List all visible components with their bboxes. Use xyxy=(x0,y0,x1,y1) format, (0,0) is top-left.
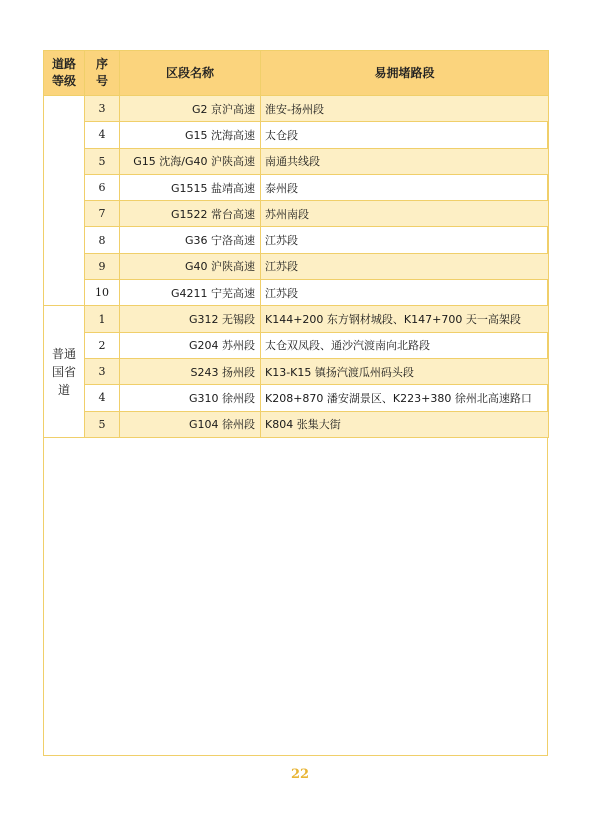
seq-cell: 5 xyxy=(85,148,120,174)
header-section: 区段名称 xyxy=(120,51,261,96)
section-name-cell: S243 扬州段 xyxy=(120,358,261,384)
table-row xyxy=(44,332,549,358)
table-row xyxy=(44,148,549,174)
table-row xyxy=(44,174,549,200)
section-name-cell: G15 沈海/G40 沪陕高速 xyxy=(120,148,261,174)
seq-cell: 6 xyxy=(85,174,120,200)
seq-cell: 2 xyxy=(85,332,120,358)
congested-road-cell: K804 张集大街 xyxy=(261,411,549,437)
table-row xyxy=(44,201,549,227)
section-name-cell: G4211 宁芜高速 xyxy=(120,280,261,306)
header-road: 易拥堵路段 xyxy=(261,51,549,96)
table-body xyxy=(44,96,549,438)
congested-road-cell: 江苏段 xyxy=(261,227,549,253)
section-name-cell: G40 沪陕高速 xyxy=(120,253,261,279)
seq-cell: 1 xyxy=(85,306,120,332)
section-name-cell: G204 苏州段 xyxy=(120,332,261,358)
section-name-cell: G312 无锡段 xyxy=(120,306,261,332)
table-row xyxy=(44,253,549,279)
seq-cell: 8 xyxy=(85,227,120,253)
header-grade: 道路等级 xyxy=(44,51,85,96)
table-row xyxy=(44,227,549,253)
congestion-table xyxy=(43,50,549,438)
table-row xyxy=(44,280,549,306)
table-row xyxy=(44,358,549,384)
table-row xyxy=(44,96,549,122)
section-name-cell: G2 京沪高速 xyxy=(120,96,261,122)
table-header-row xyxy=(44,51,549,96)
congested-road-cell: K13-K15 镇扬汽渡瓜州码头段 xyxy=(261,358,549,384)
seq-cell: 5 xyxy=(85,411,120,437)
table-row xyxy=(44,411,549,437)
congested-road-cell: K208+870 潘安湖景区、K223+380 徐州北高速路口 xyxy=(261,385,549,411)
section-name-cell: G310 徐州段 xyxy=(120,385,261,411)
road-grade-cell xyxy=(44,96,85,306)
section-name-cell: G1522 常台高速 xyxy=(120,201,261,227)
congested-road-cell: 太仓双凤段、通沙汽渡南向北路段 xyxy=(261,332,549,358)
seq-cell: 4 xyxy=(85,385,120,411)
congested-road-cell: K144+200 东方钢材城段、K147+700 天一高架段 xyxy=(261,306,549,332)
congested-road-cell: 江苏段 xyxy=(261,253,549,279)
table-row xyxy=(44,306,549,332)
congested-road-cell: 江苏段 xyxy=(261,280,549,306)
congested-road-cell: 南通共线段 xyxy=(261,148,549,174)
table-row xyxy=(44,122,549,148)
page-number: 22 xyxy=(290,767,310,782)
seq-cell: 10 xyxy=(85,280,120,306)
road-grade-cell: 普通国省道 xyxy=(44,306,85,437)
section-name-cell: G15 沈海高速 xyxy=(120,122,261,148)
section-name-cell: G1515 盐靖高速 xyxy=(120,174,261,200)
seq-cell: 9 xyxy=(85,253,120,279)
seq-cell: 3 xyxy=(85,96,120,122)
seq-cell: 4 xyxy=(85,122,120,148)
section-name-cell: G36 宁洛高速 xyxy=(120,227,261,253)
congested-road-cell: 苏州南段 xyxy=(261,201,549,227)
table-row xyxy=(44,385,549,411)
seq-cell: 7 xyxy=(85,201,120,227)
seq-cell: 3 xyxy=(85,358,120,384)
header-seq: 序号 xyxy=(85,51,120,96)
congested-road-cell: 泰州段 xyxy=(261,174,549,200)
congested-road-cell: 淮安-扬州段 xyxy=(261,96,549,122)
congested-road-cell: 太仓段 xyxy=(261,122,549,148)
section-name-cell: G104 徐州段 xyxy=(120,411,261,437)
